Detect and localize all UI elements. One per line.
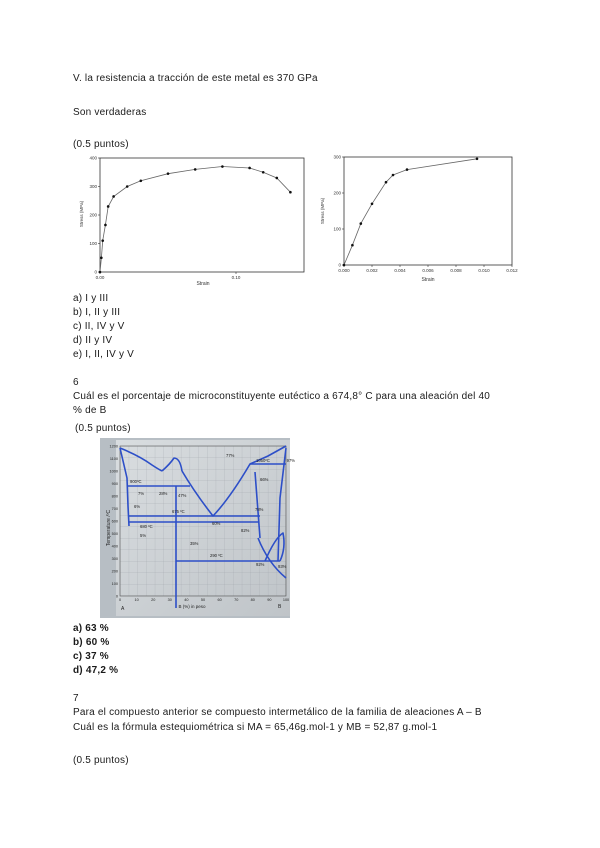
pd-x-tick-label: 100 bbox=[282, 598, 290, 602]
data-point bbox=[104, 224, 107, 227]
q5-option-d[interactable]: d) II y IV bbox=[73, 335, 113, 346]
pd-y-tick-label: 100 bbox=[111, 582, 118, 586]
data-point bbox=[276, 177, 279, 180]
q5-prompt: Son verdaderas bbox=[73, 107, 147, 118]
y-tick-label: 100 bbox=[89, 241, 97, 246]
pd-y-tick-label: 0 bbox=[115, 594, 118, 599]
y-tick-label: 300 bbox=[89, 184, 97, 189]
data-point bbox=[221, 165, 224, 168]
plot-frame bbox=[100, 158, 304, 272]
label-78pct: 78% bbox=[255, 507, 264, 512]
q6-text-line1: Cuál es el porcentaje de microconstituyente eutéctico a 674,8° C para una aleación del 40 bbox=[73, 391, 491, 402]
x-tick-label: 0.012 bbox=[506, 268, 518, 273]
pd-x-tick-label: 0 bbox=[118, 598, 122, 602]
label-900c: 900ºC bbox=[130, 479, 142, 484]
y-tick-label: 0 bbox=[94, 269, 97, 275]
pd-y-tick-label: 500 bbox=[111, 532, 118, 536]
pd-y-tick-label: 700 bbox=[111, 507, 118, 511]
pd-x-tick-label: 60 bbox=[217, 598, 222, 602]
data-point bbox=[406, 168, 409, 171]
data-point bbox=[343, 264, 346, 267]
pd-end-a: A bbox=[121, 606, 125, 612]
q5-option-e[interactable]: e) I, II, IV y V bbox=[73, 349, 134, 360]
q5-points: (0.5 puntos) bbox=[73, 139, 129, 150]
q6-option-a[interactable] bbox=[73, 623, 109, 634]
option-value: 63 % bbox=[85, 623, 109, 634]
x-tick-label: 0.004 bbox=[394, 268, 406, 273]
q6-option-b[interactable] bbox=[73, 637, 109, 648]
pd-end-b: B bbox=[278, 604, 282, 610]
data-point bbox=[248, 167, 251, 170]
label-82pct: 82% bbox=[241, 528, 250, 533]
label-60pct: 60% bbox=[212, 521, 221, 526]
x-tick-label: 0.010 bbox=[478, 268, 490, 273]
y-tick-label: 400 bbox=[89, 155, 97, 161]
data-point bbox=[351, 244, 354, 247]
option-value: 60 % bbox=[85, 637, 110, 648]
data-point bbox=[392, 174, 395, 177]
pd-y-tick-label: 400 bbox=[111, 544, 118, 549]
x-tick-label: 0.006 bbox=[422, 268, 434, 273]
q7-text-line2: Cuál es la fórmula estequiométrica si MA = 65,46g.mol-1 y MB = 52,87 g.mol-1 bbox=[73, 722, 438, 733]
y-tick-label: 300 bbox=[333, 154, 341, 160]
y-tick-label: 0 bbox=[338, 262, 341, 268]
y-axis-label: Stress (MPa) bbox=[320, 197, 325, 225]
pd-x-tick-label: 10 bbox=[134, 598, 139, 602]
pd-y-tick-label: 800 bbox=[111, 494, 118, 499]
label-47pct: 47% bbox=[178, 493, 187, 498]
x-axis-label: Strain bbox=[421, 277, 435, 283]
series-line bbox=[344, 159, 477, 265]
q6-points: (0.5 puntos) bbox=[75, 423, 131, 434]
stress-strain-chart-2 bbox=[316, 153, 516, 285]
q5-option-c[interactable]: c) II, IV y V bbox=[73, 321, 125, 332]
statement-v: V. la resistencia a tracción de este metal es 370 GPa bbox=[73, 73, 318, 84]
label-7pct: 7% bbox=[138, 491, 145, 496]
label-680c: 680 ºC bbox=[140, 524, 153, 529]
pd-y-tick-label: 1200 bbox=[109, 444, 118, 449]
option-value: 37 % bbox=[85, 651, 109, 662]
x-tick-label: 0.002 bbox=[366, 268, 378, 273]
label-1050c: 1050ºC bbox=[256, 458, 270, 463]
pd-x-tick-label: 50 bbox=[200, 598, 206, 602]
pd-x-axis-label: B (%) in peso bbox=[178, 604, 206, 609]
data-point bbox=[126, 185, 129, 188]
option-letter: d) bbox=[73, 665, 83, 676]
pd-x-tick-label: 20 bbox=[151, 598, 156, 602]
plot-frame bbox=[344, 157, 512, 265]
data-point bbox=[194, 168, 197, 171]
pd-x-tick-label: 70 bbox=[234, 598, 239, 602]
pd-y-tick-label: 1000 bbox=[109, 469, 118, 474]
label-6pct: 6% bbox=[134, 504, 141, 509]
option-letter: b) bbox=[73, 637, 83, 648]
q7-number: 7 bbox=[73, 693, 79, 704]
y-tick-label: 200 bbox=[333, 190, 341, 196]
x-tick-label: 0.10 bbox=[231, 275, 241, 280]
option-value: 47,2 % bbox=[85, 665, 119, 676]
y-tick-label: 100 bbox=[333, 226, 341, 232]
label-93pct: 93% bbox=[278, 564, 287, 569]
label-290c: 290 ºC bbox=[210, 553, 223, 558]
x-tick-label: 0.008 bbox=[450, 268, 462, 273]
pd-y-tick-label: 600 bbox=[111, 519, 118, 524]
q6-option-d[interactable] bbox=[73, 665, 118, 676]
q5-option-b[interactable]: b) I, II y III bbox=[73, 307, 121, 318]
pd-y-tick-label: 900 bbox=[111, 482, 118, 486]
q7-text-line1: Para el compuesto anterior se compuesto intermetálico de la familia de aleaciones A – B bbox=[73, 707, 482, 718]
data-point bbox=[99, 271, 102, 274]
pd-y-tick-label: 1100 bbox=[109, 457, 118, 461]
label-66pct: 66% bbox=[260, 477, 269, 482]
pd-x-tick-label: 30 bbox=[167, 598, 172, 602]
label-28pct: 28% bbox=[159, 491, 168, 496]
pd-y-tick-label: 200 bbox=[111, 569, 118, 574]
data-point bbox=[112, 195, 115, 198]
label-77pct: 77% bbox=[226, 453, 235, 458]
pd-x-tick-label: 40 bbox=[184, 598, 189, 602]
data-point bbox=[100, 256, 103, 259]
data-point bbox=[140, 180, 143, 183]
pd-x-tick-label: 80 bbox=[250, 598, 255, 602]
label-97pct: 97% bbox=[286, 458, 295, 463]
data-point bbox=[167, 172, 170, 175]
label-5pct: 5% bbox=[140, 533, 147, 538]
q6-number: 6 bbox=[73, 377, 79, 388]
label-675c: 675 ºC bbox=[172, 509, 185, 514]
data-point bbox=[476, 158, 479, 161]
series-line bbox=[100, 167, 290, 273]
data-point bbox=[101, 239, 104, 242]
data-point bbox=[107, 205, 110, 208]
x-axis-label: Strain bbox=[196, 281, 210, 287]
q7-points: (0.5 puntos) bbox=[73, 755, 129, 766]
y-tick-label: 200 bbox=[89, 212, 97, 218]
q5-option-a[interactable]: a) I y III bbox=[73, 293, 109, 304]
pd-y-tick-label: 300 bbox=[111, 557, 118, 561]
option-letter: a) bbox=[73, 623, 83, 634]
data-point bbox=[360, 222, 363, 225]
q6-option-c[interactable] bbox=[73, 651, 109, 662]
stress-strain-chart-1 bbox=[78, 152, 308, 292]
plot-grid bbox=[120, 446, 286, 596]
q6-text-line2: % de B bbox=[73, 405, 107, 416]
x-tick-label: 0.000 bbox=[338, 268, 350, 273]
y-axis-label: Stress (MPa) bbox=[79, 200, 84, 228]
pd-x-tick-label: 90 bbox=[267, 598, 272, 602]
data-point bbox=[371, 203, 374, 206]
option-letter: c) bbox=[73, 651, 83, 662]
phase-diagram-photo bbox=[100, 438, 295, 618]
pd-y-axis-label: Temperature /ºC bbox=[106, 509, 112, 547]
data-point bbox=[262, 171, 265, 174]
label-92pct: 92% bbox=[256, 562, 265, 567]
data-point bbox=[289, 191, 292, 194]
x-tick-label: 0.00 bbox=[95, 275, 105, 280]
data-point bbox=[385, 181, 388, 184]
label-35pct: 35% bbox=[190, 541, 199, 546]
